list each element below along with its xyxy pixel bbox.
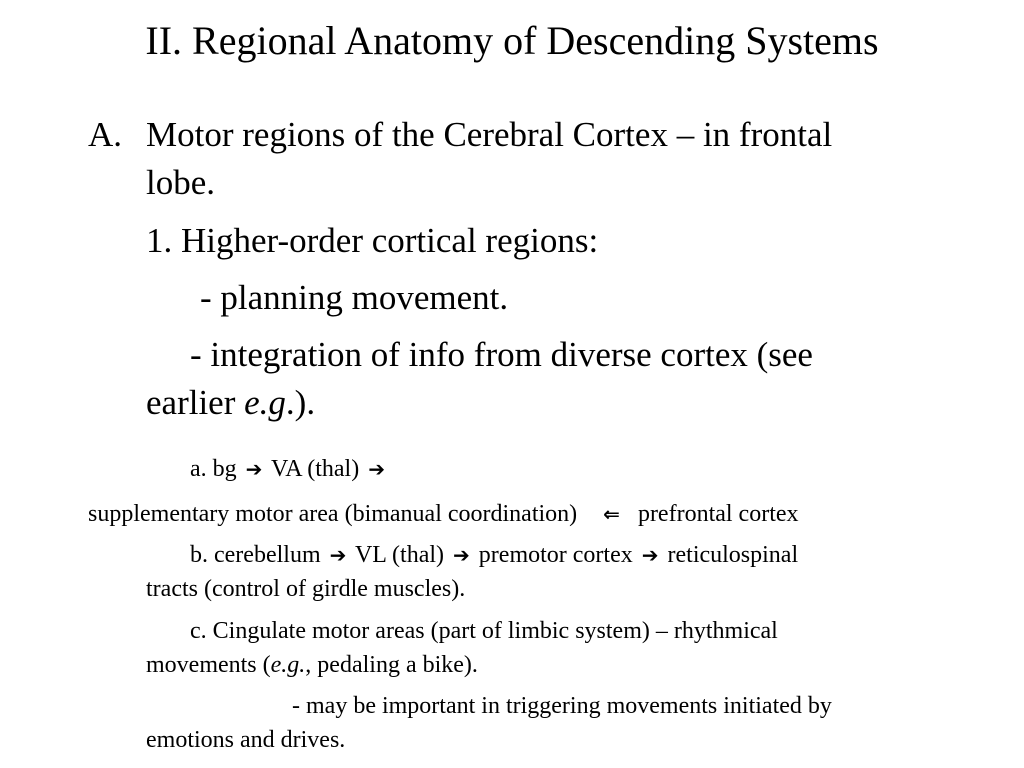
section-a-line2: lobe. [146, 163, 216, 202]
section-a-line1: Motor regions of the Cerebral Cortex – in frontal [146, 115, 833, 154]
item-b-vl: VL (thal) [354, 542, 445, 568]
dash-planning: - planning movement. [200, 278, 509, 317]
item-c-pre: movements ( [146, 652, 271, 678]
dash-integration-line2 [146, 380, 315, 426]
item-c-em: e.g. [270, 652, 306, 678]
right-arrow-icon: ➔ [368, 457, 385, 481]
right-arrow-icon: ➔ [245, 457, 263, 481]
item-a-prefrontal: prefrontal cortex [637, 501, 799, 527]
slide-title: II. Regional Anatomy of Descending Systems [145, 18, 879, 63]
item-b-cerebellum: b. cerebellum [190, 542, 321, 568]
item-c-line4: emotions and drives. [146, 727, 346, 753]
item-1: 1. Higher-order cortical regions: [146, 221, 599, 260]
item-b-premotor: premotor cortex [478, 542, 633, 568]
right-arrow-icon: ➔ [453, 543, 470, 567]
item-a-bg: a. bg [190, 456, 237, 482]
left-arrow-icon: ⇐ [603, 502, 620, 526]
section-a-marker: A. [88, 115, 123, 154]
dash-integration-post: .). [285, 383, 316, 422]
item-b-reticulospinal: reticulospinal [667, 542, 799, 568]
dash-integration-em: e.g [244, 383, 286, 422]
item-b-line1 [190, 538, 798, 572]
dash-integration-line1: - integration of info from diverse cortex (see [190, 335, 813, 374]
item-c-post: , pedaling a bike). [305, 652, 478, 678]
dash-integration-pre: earlier [146, 383, 245, 422]
item-c-line2 [146, 648, 478, 682]
item-a-sma: supplementary motor area (bimanual coordination) [88, 501, 578, 527]
right-arrow-icon: ➔ [329, 543, 347, 567]
item-c-line3: - may be important in triggering movements initiated by [292, 693, 832, 719]
item-b-line2: tracts (control of girdle muscles). [146, 576, 466, 602]
item-a-line2 [88, 497, 799, 531]
item-a-line1 [190, 452, 388, 486]
item-c-line1: c. Cingulate motor areas (part of limbic system) – rhythmical [190, 618, 778, 644]
right-arrow-icon: ➔ [641, 543, 659, 567]
item-a-va: VA (thal) [271, 456, 360, 482]
